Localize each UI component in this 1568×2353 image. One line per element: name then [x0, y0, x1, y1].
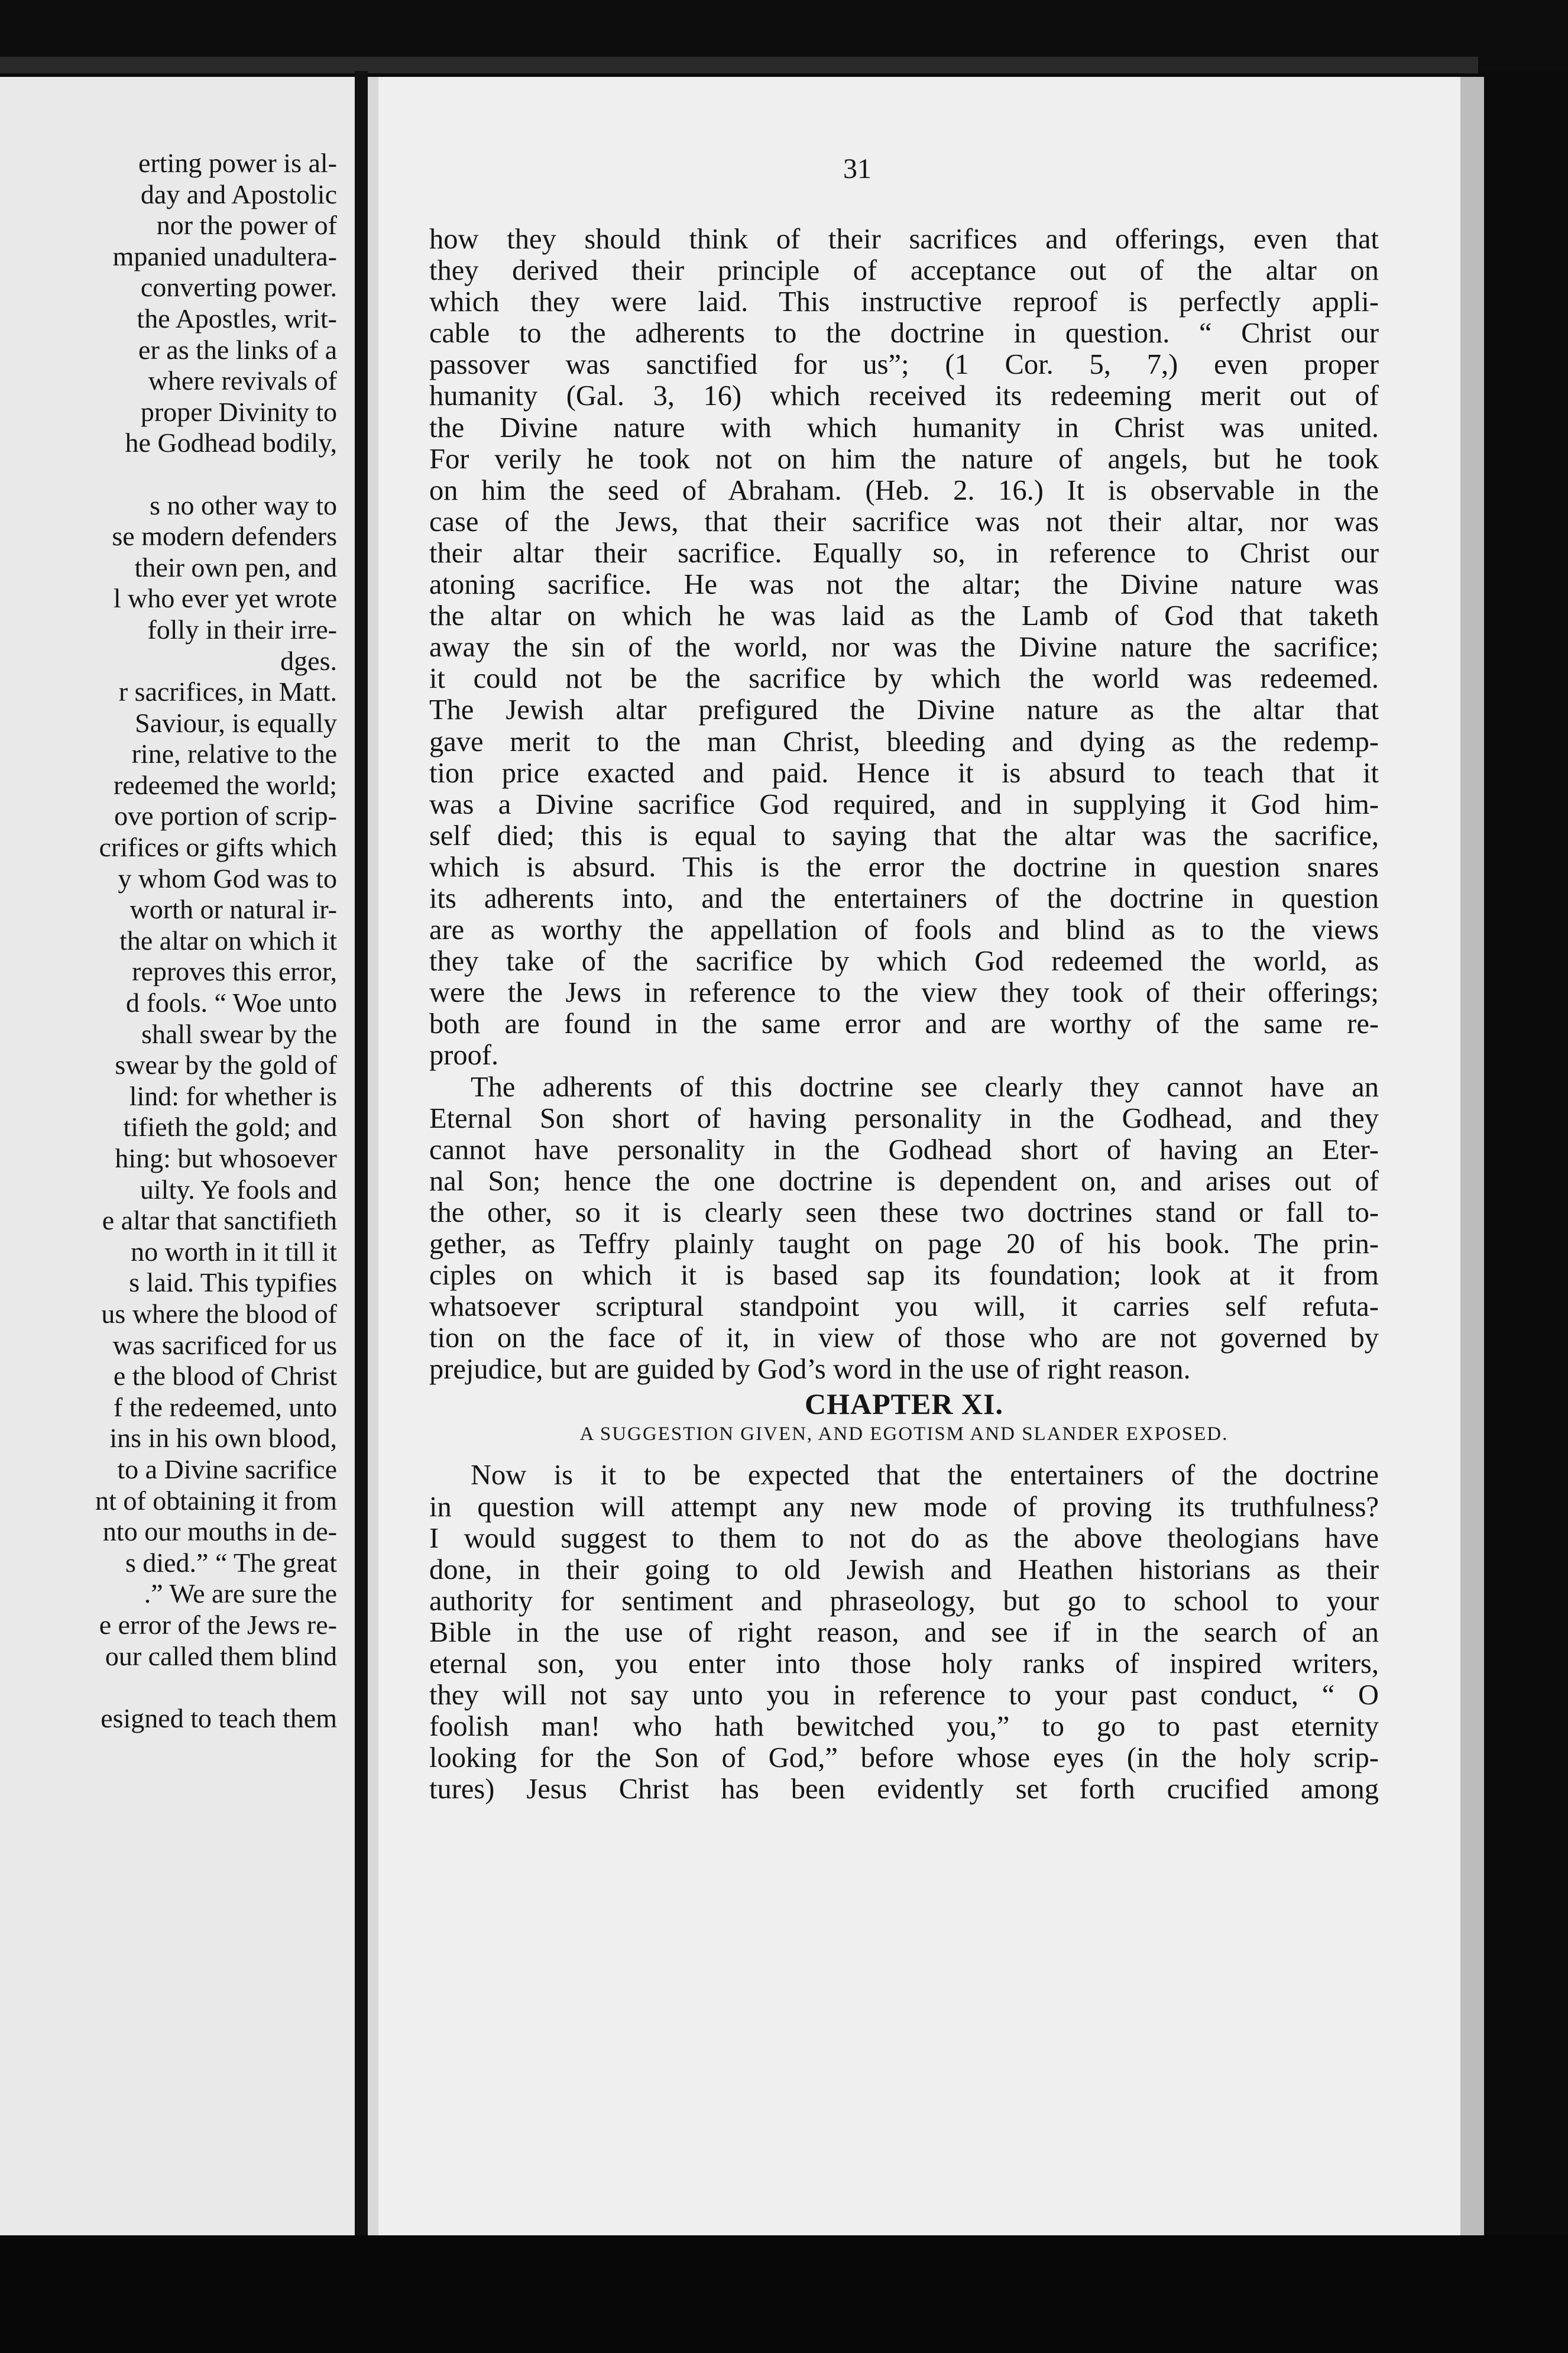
text-line: atoning sacrifice. He was not the altar; the Divine nature was	[429, 569, 1379, 601]
left-page-line: er as the links of a	[138, 334, 337, 365]
left-page-line: hing: but whosoever	[115, 1143, 337, 1173]
left-page-line: esigned to teach them	[101, 1703, 337, 1733]
left-page-line: e the blood of Christ	[113, 1361, 337, 1391]
left-page-line: tifieth the gold; and	[123, 1112, 337, 1142]
left-page-line: nt of obtaining it from	[95, 1485, 337, 1516]
text-line: Now is it to be expected that the entertainers of the doctrine	[471, 1459, 1379, 1491]
left-page-text-fragments	[0, 148, 355, 1734]
text-line: I would suggest to them to not do as the above theologians have	[429, 1522, 1379, 1554]
left-page-line: e altar that sanctifieth	[102, 1205, 337, 1236]
left-page-line: shall swear by the	[141, 1018, 337, 1049]
left-page-line: proper Divinity to	[140, 396, 337, 427]
page-number: 31	[843, 153, 872, 185]
left-page-line: their own pen, and	[134, 552, 337, 582]
left-page-line: e error of the Jews re-	[99, 1609, 337, 1640]
text-line: cannot have personality in the Godhead short of having an Eter-	[429, 1134, 1379, 1166]
left-page-line: erting power is al-	[138, 148, 337, 178]
text-line: ciples on which it is based sap its foundation; look at it from	[429, 1260, 1379, 1292]
paragraph-3	[429, 1459, 1379, 1805]
left-page-line: redeemed the world;	[113, 769, 337, 800]
text-line: was a Divine sacrifice God required, and in supplying it God him-	[429, 788, 1379, 820]
left-page-line: mpanied unadultera-	[112, 241, 337, 271]
text-line: are as worthy the appellation of fools and blind as to the views	[429, 914, 1379, 946]
left-page-line: day and Apostolic	[140, 179, 337, 209]
text-line: which they were laid. This instructive reproof is perfectly appli-	[429, 286, 1379, 318]
text-line: done, in their going to old Jewish and Heathen historians as their	[429, 1553, 1379, 1585]
text-line: the other, so it is clearly seen these two doctrines stand or fall to-	[429, 1196, 1379, 1228]
left-page-line: lind: for whether is	[129, 1080, 337, 1111]
left-page-line: our called them blind	[105, 1640, 337, 1671]
text-line: humanity (Gal. 3, 16) which received its redeeming merit out of	[429, 380, 1379, 412]
text-line: nal Son; hence the one doctrine is dependent on, and arises out of	[429, 1165, 1379, 1197]
left-page-line: se modern defenders	[112, 521, 337, 552]
text-line: tures) Jesus Christ has been evidently set forth crucified among	[429, 1773, 1379, 1805]
text-line: Bible in the use of right reason, and see if in the search of an	[429, 1616, 1379, 1648]
main-text-column	[429, 224, 1379, 1805]
text-line: The adherents of this doctrine see clearly they cannot have an	[471, 1071, 1379, 1103]
left-page-line: s died.” “ The great	[125, 1547, 337, 1578]
text-line: its adherents into, and the entertainers of the doctrine in question	[429, 882, 1379, 914]
text-line: their altar their sacrifice. Equally so, in reference to Christ our	[429, 537, 1379, 569]
text-line: were the Jews in reference to the view they took of their offerings;	[429, 977, 1379, 1009]
text-line: tion price exacted and paid. Hence it is absurd to teach that it	[429, 757, 1379, 789]
text-line: they take of the sacrifice by which God redeemed the world, as	[429, 946, 1379, 978]
page-gutter-rule	[355, 71, 368, 2259]
left-page-line: crifices or gifts which	[99, 832, 337, 863]
text-line: how they should think of their sacrifices and offerings, even that	[429, 224, 1379, 255]
text-line: cable to the adherents to the doctrine in question. “ Christ our	[429, 318, 1379, 349]
left-page-line: no worth in it till it	[131, 1236, 337, 1267]
left-page-line: folly in their irre-	[147, 614, 337, 645]
text-line: they will not say unto you in reference to your past conduct, “ O	[429, 1679, 1379, 1711]
text-line: gave merit to the man Christ, bleeding and dying as the redemp-	[429, 726, 1379, 758]
left-page-line: Saviour, is equally	[135, 707, 337, 738]
left-page-line	[0, 459, 355, 490]
text-line: the Divine nature with which humanity in Christ was united.	[429, 412, 1379, 444]
text-line: gether, as Teffry plainly taught on page 20 of his book. The prin-	[429, 1228, 1379, 1260]
left-page-line: reproves this error,	[132, 956, 337, 987]
text-line: foolish man! who hath bewitched you,” to go to past eternity	[429, 1711, 1379, 1743]
text-line: For verily he took not on him the nature of angels, but he took	[429, 443, 1379, 475]
left-page-line: swear by the gold of	[115, 1050, 337, 1080]
left-page-line: the Apostles, writ-	[137, 303, 337, 334]
text-line: Eternal Son short of having personality in the Godhead, and they	[429, 1102, 1379, 1134]
paragraph-2	[429, 1072, 1379, 1386]
text-line: proof.	[429, 1040, 499, 1072]
text-line: it could not be the sacrifice by which the world was redeemed.	[429, 663, 1379, 695]
paragraph-1	[429, 224, 1379, 1072]
scan-bottom-border	[0, 2235, 1568, 2353]
left-page-line: l who ever yet wrote	[113, 583, 337, 614]
left-page-line: y whom God was to	[118, 863, 337, 894]
text-line: in question will attempt any new mode of proving its truthfulness?	[429, 1491, 1379, 1523]
text-line: which is absurd. This is the error the doctrine in question snares	[429, 851, 1379, 883]
left-page-line: was sacrificed for us	[112, 1329, 337, 1360]
left-page-line: d fools. “ Woe unto	[125, 988, 337, 1018]
chapter-subtitle: A SUGGESTION GIVEN, AND EGOTISM AND SLANDER EXPOSED.	[579, 1423, 1229, 1445]
left-page-line: s laid. This typifies	[129, 1267, 337, 1298]
text-line: away the sin of the world, nor was the Divine nature the sacrifice;	[429, 632, 1379, 663]
text-line: tion on the face of it, in view of those who are not governed by	[429, 1322, 1379, 1354]
left-page-line: ove portion of scrip-	[114, 801, 337, 831]
text-line: on him the seed of Abraham. (Heb. 2. 16.) It is observable in the	[429, 474, 1379, 506]
text-line: they derived their principle of acceptance out of the altar on	[429, 255, 1379, 287]
left-page-line: where revivals of	[148, 365, 337, 396]
text-line: both are found in the same error and are worthy of the same re-	[429, 1008, 1379, 1040]
left-page-line: nor the power of	[156, 210, 337, 241]
left-page-line: uilty. Ye fools and	[140, 1174, 337, 1205]
left-page-line: worth or natural ir-	[129, 894, 337, 925]
text-line: passover was sanctified for us”; (1 Cor. 5, 7,) even proper	[429, 349, 1379, 381]
left-page-line: he Godhead bodily,	[125, 428, 337, 458]
text-line: looking for the Son of God,” before whose eyes (in the holy scrip-	[429, 1742, 1379, 1774]
left-page-line: r sacrifices, in Matt.	[118, 677, 337, 707]
left-page-line: s no other way to	[150, 490, 337, 520]
text-line: eternal son, you enter into those holy ranks of inspired writers,	[429, 1648, 1379, 1680]
text-line: prejudice, but are guided by God’s word in the use of right reason.	[429, 1354, 1191, 1386]
scan-top-rule	[0, 57, 1478, 73]
left-page-line: f the redeemed, unto	[113, 1391, 337, 1422]
left-page-line	[0, 1672, 355, 1703]
left-page-line: us where the blood of	[101, 1298, 337, 1329]
text-line: the altar on which he was laid as the Lamb of God that taketh	[429, 600, 1379, 632]
left-page-line: the altar on which it	[119, 925, 337, 956]
left-page-line: rine, relative to the	[131, 739, 337, 769]
page-gutter	[368, 77, 378, 2235]
left-page-line: to a Divine sacrifice	[117, 1454, 337, 1484]
left-page-line: converting power.	[140, 272, 337, 303]
text-line: The Jewish altar prefigured the Divine nature as the altar that	[429, 694, 1379, 726]
right-page-edge	[1460, 77, 1484, 2241]
left-page-line: .” We are sure the	[144, 1578, 337, 1609]
left-page-line: ins in his own blood,	[109, 1423, 337, 1454]
text-line: self died; this is equal to saying that the altar was the sacrifice,	[429, 820, 1379, 852]
left-page-line: nto our mouths in de-	[102, 1516, 337, 1547]
text-line: case of the Jews, that their sacrifice was not their altar, nor was	[429, 506, 1379, 538]
left-page-line: dges.	[280, 645, 337, 676]
text-line: whatsoever scriptural standpoint you will, it carries self refuta-	[429, 1291, 1379, 1323]
chapter-title: CHAPTER XI.	[804, 1387, 1004, 1421]
text-line: authority for sentiment and phraseology, but go to school to your	[429, 1585, 1379, 1617]
